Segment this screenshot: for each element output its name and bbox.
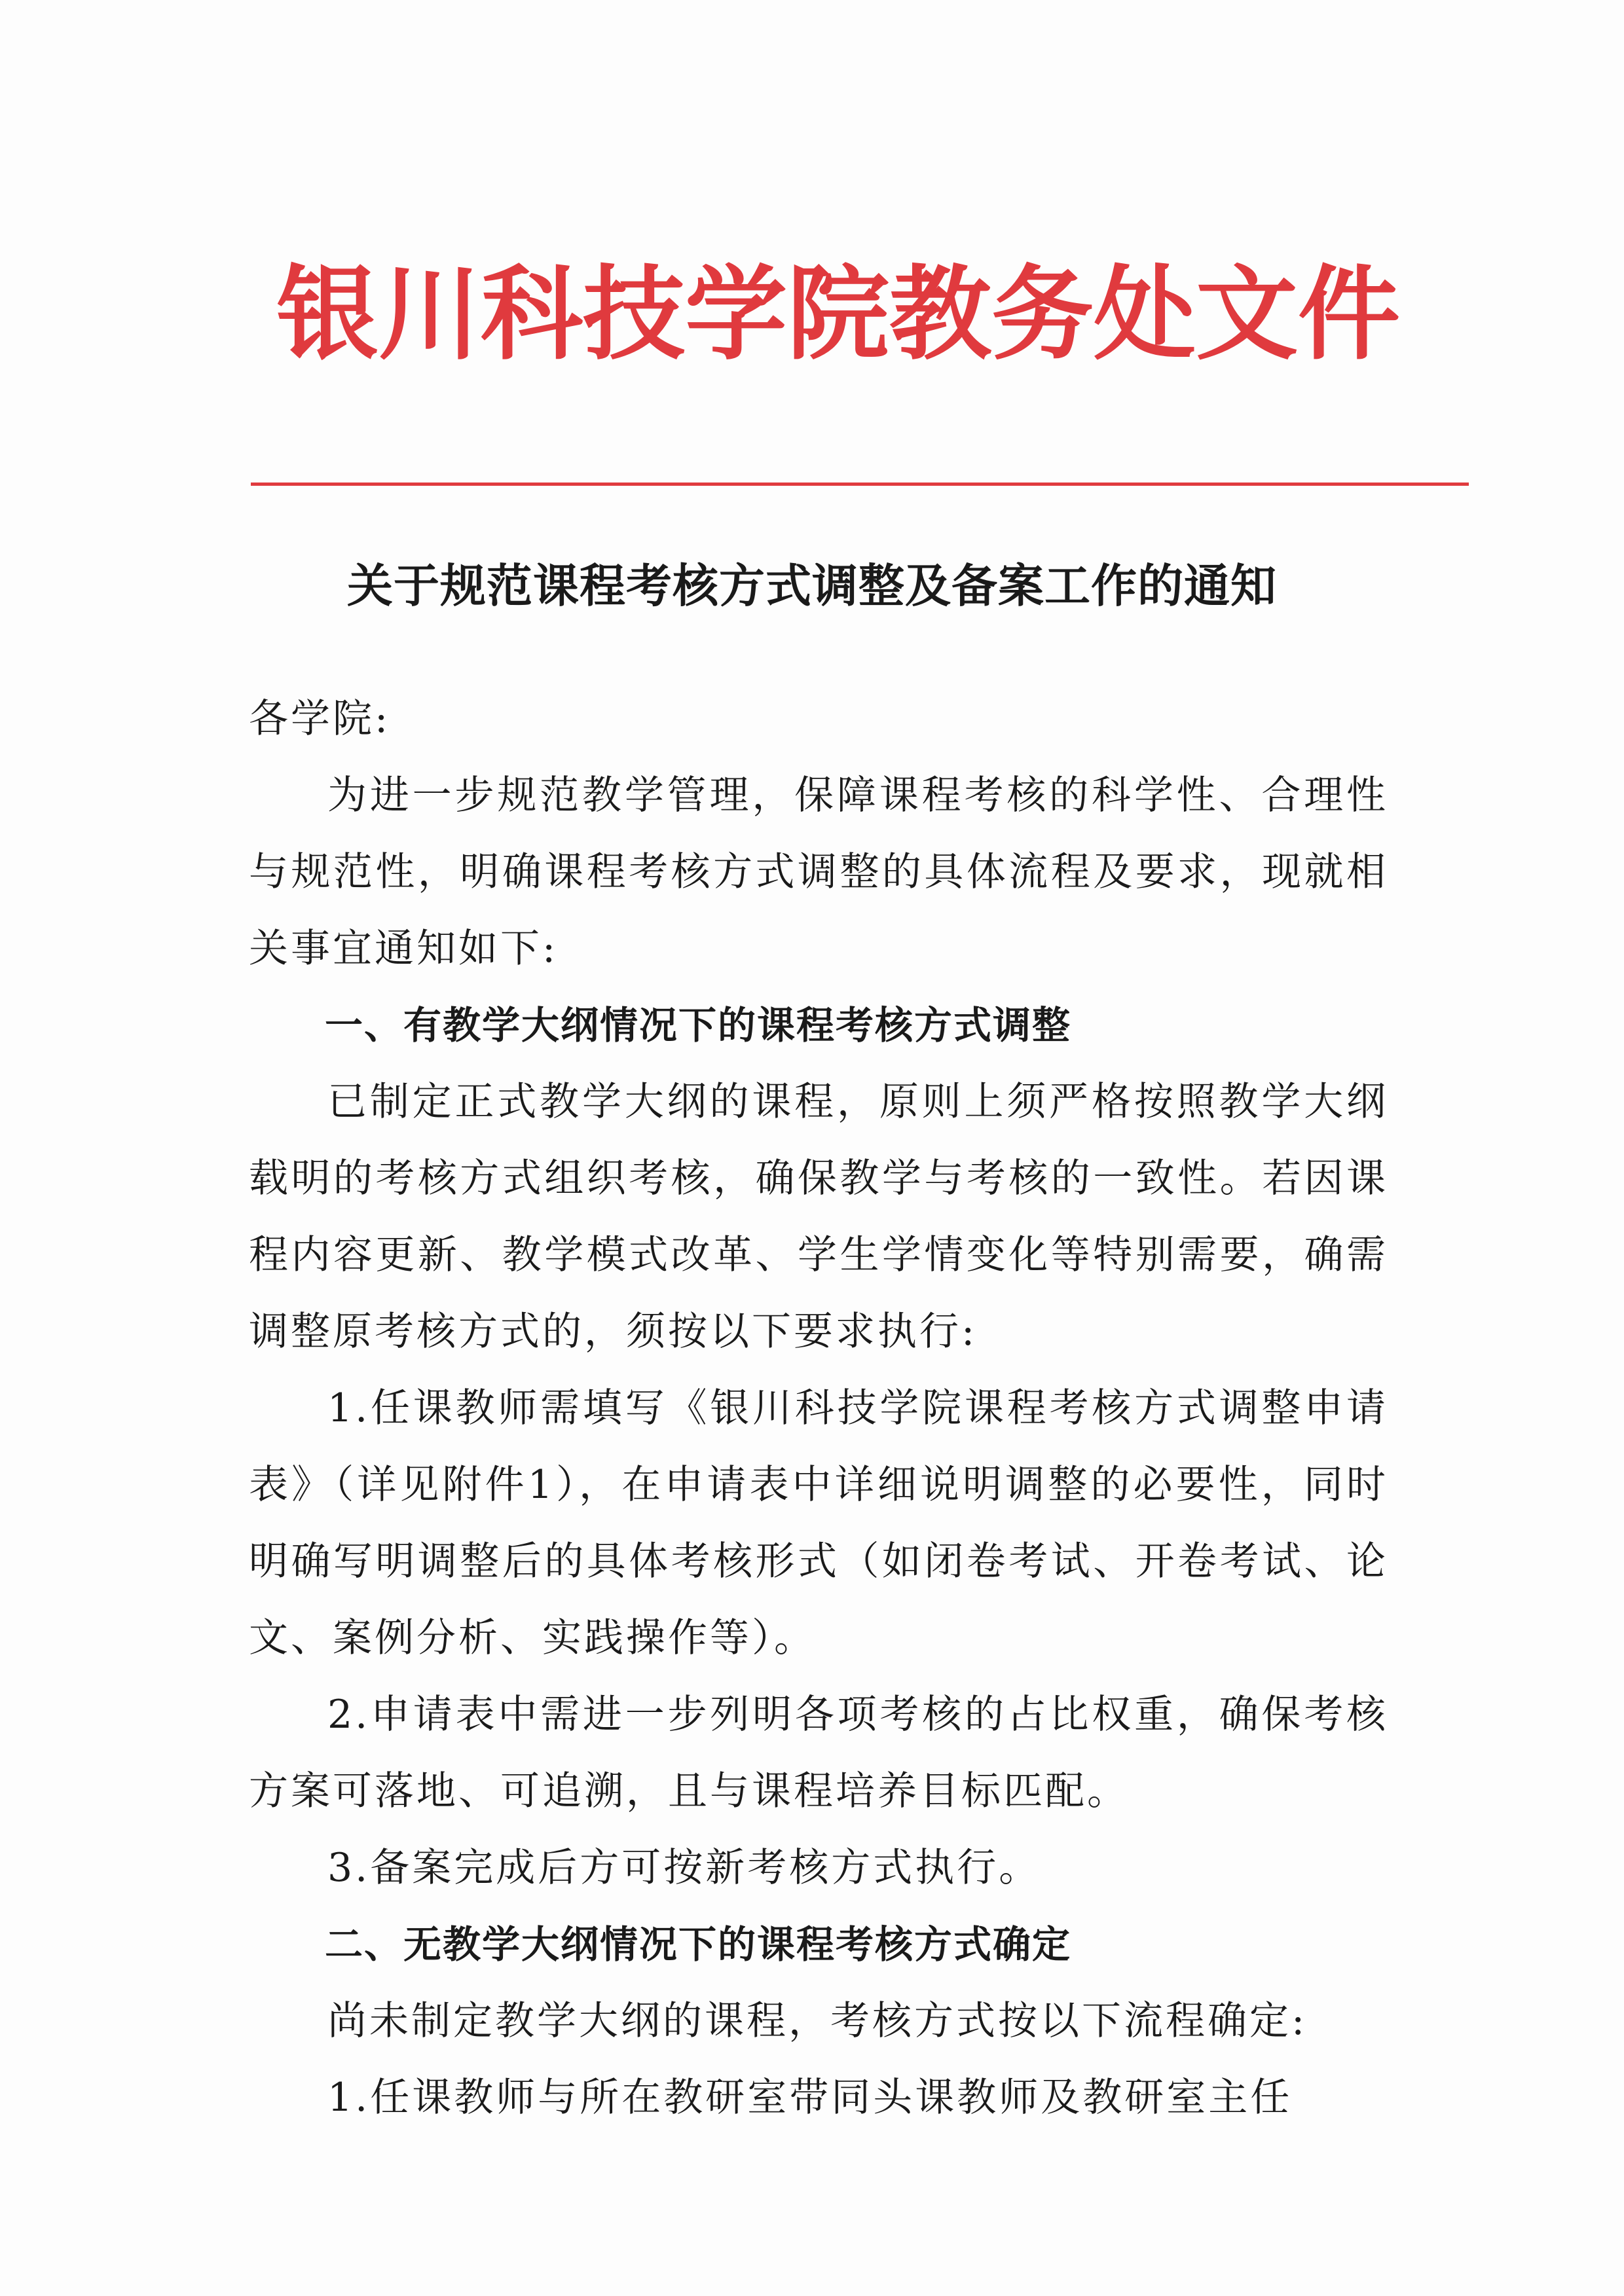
section-1-paragraph: 已制定正式教学大纲的课程，原则上须严格按照教学大纲载明的考核方式组织考核，确保教学与考核的一致性。若因课程内容更新、教学模式改革、学生学情变化等特别需要，确需调整原考核方式的，须按以下要求执行: [249,1079,1388,1355]
section-2-heading: 二、无教学大纲情况下的课程考核方式确定 [325,1922,1072,1967]
document-header-title: 银川科技学院教务处文件 [276,255,1400,374]
section-2-paragraph: 尚未制定教学大纲的课程，考核方式按以下流程确定: [327,1998,1308,2044]
intro-paragraph: 为进一步规范教学管理，保障课程考核的科学性、合理性与规范性，明确课程考核方式调整的具体流程及要求，现就相关事宜通知如下: [249,773,1388,972]
document-title: 关于规范课程考核方式调整及备案工作的通知 [347,558,1277,613]
salutation: 各学院: [249,696,391,742]
section-1-item-3: 3.备案完成后方可按新考核方式执行。 [327,1845,1041,1891]
section-1-item-2: 2.申请表中需进一步列明各项考核的占比权重，确保考核方案可落地、可追溯，且与课程培养目标匹配。 [249,1692,1388,1814]
header-divider [251,483,1469,486]
section-1-heading: 一、有教学大纲情况下的课程考核方式调整 [325,1003,1072,1048]
section-2-item-1: 1.任课教师与所在教研室带同头课教师及教研室主任 [327,2075,1293,2121]
document-body [249,681,1388,2136]
section-1-item-1: 1.任课教师需填写《银川科技学院课程考核方式调整申请表》（详见附件1），在申请表中详细说明调整的必要性，同时明确写明调整后的具体考核形式（如闭卷考试、开卷考试、论文、案例分析、实践操作等）。 [249,1385,1388,1661]
